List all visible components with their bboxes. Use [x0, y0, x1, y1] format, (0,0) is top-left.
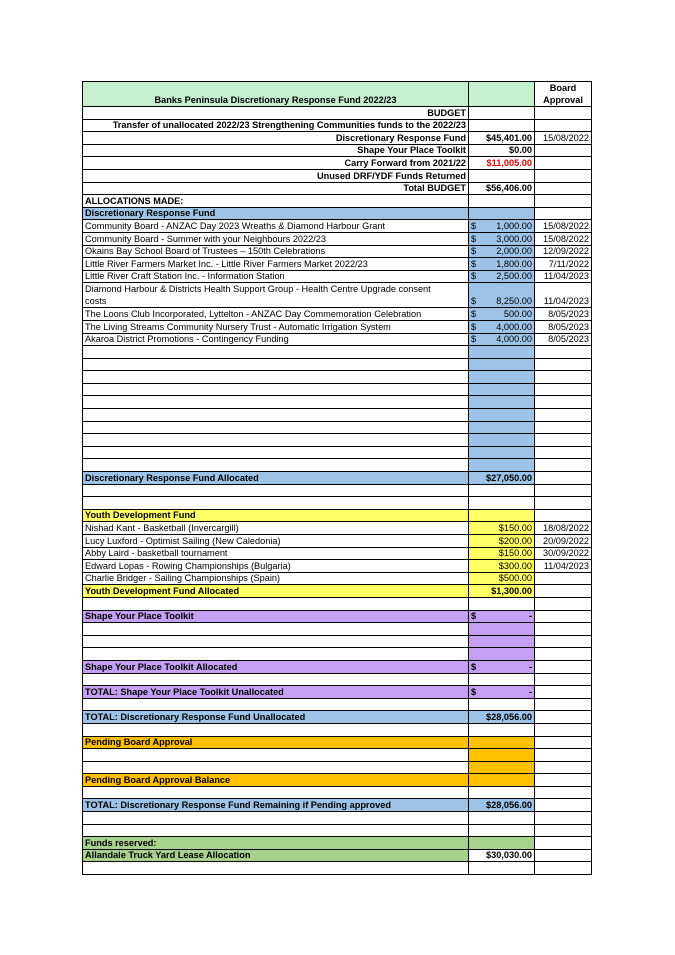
drf-item-amount: 4,000.00 — [496, 334, 532, 345]
allocations-label: ALLOCATIONS MADE: — [83, 195, 469, 208]
drf-blank-rows — [83, 346, 592, 472]
carry-forward-amount: $11,005.00 — [469, 157, 535, 170]
drf-item-date: 8/05/2023 — [535, 333, 592, 346]
allandale-amount: $30,030.00 — [469, 849, 535, 862]
syp-dollar-3: $ — [471, 686, 477, 697]
budget-row — [83, 107, 592, 120]
board-approval-header: Board Approval — [535, 82, 592, 107]
total-budget-label: Total BUDGET — [83, 182, 469, 195]
syp-header-row — [83, 610, 592, 623]
drf-blank-row — [83, 459, 592, 472]
transfer-row-2 — [83, 132, 592, 145]
transfer-label-line2: Discretionary Response Fund — [83, 132, 469, 145]
reserved-label: Funds reserved: — [83, 837, 469, 850]
drf-item-row — [83, 270, 592, 283]
drf-item-currency: $ — [471, 233, 477, 244]
syp-allocated-row — [83, 660, 592, 673]
drf-item-name: Little River Craft Station Inc. - Information Station — [83, 270, 469, 283]
drf-item-name: Okains Bay School Board of Trustees – 150th Celebrations — [83, 245, 469, 258]
drf-item-name: Diamond Harbour & Districts Health Support Group - Health Centre Upgrade consent costs — [83, 283, 469, 308]
unused-funds-label: Unused DRF/YDF Funds Returned — [83, 169, 469, 182]
ydf-item-name: Edward Lopas - Rowing Championships (Bulgaria) — [83, 560, 469, 573]
drf-item-row — [83, 308, 592, 321]
fund-spreadsheet — [82, 81, 592, 875]
pending-balance-label: Pending Board Approval Balance — [83, 774, 469, 787]
ydf-item-row — [83, 560, 592, 573]
ydf-item-amount: $150.00 — [469, 522, 535, 535]
transfer-date: 15/08/2022 — [535, 132, 592, 145]
drf-header-row — [83, 207, 592, 220]
drf-item-date: 12/09/2022 — [535, 245, 592, 258]
drf-item-name: Akaroa District Promotions - Contingency Funding — [83, 333, 469, 346]
ydf-item-name: Lucy Luxford - Optimist Sailing (New Caledonia) — [83, 535, 469, 548]
drf-allocated-amount: $27,050.00 — [469, 472, 535, 485]
drf-item-currency: $ — [471, 321, 477, 332]
syp-dash-2: - — [528, 661, 532, 672]
drf-item-row — [83, 245, 592, 258]
syp-allocated-label: Shape Your Place Toolkit Allocated — [83, 660, 469, 673]
syp-dash-3: - — [528, 686, 532, 697]
remaining-row — [83, 799, 592, 812]
ydf-item-name: Abby Laird - basketball tournament — [83, 547, 469, 560]
remaining-amount: $28,056.00 — [469, 799, 535, 812]
carry-forward-row — [83, 157, 592, 170]
ydf-header-row — [83, 509, 592, 522]
drf-item-currency: $ — [471, 308, 477, 319]
drf-item-name: Community Board - Summer with your Neighbours 2022/23 — [83, 232, 469, 245]
drf-item-row — [83, 258, 592, 271]
drf-item-date: 8/05/2023 — [535, 320, 592, 333]
ydf-item-amount: $500.00 — [469, 572, 535, 585]
ydf-item-date: 20/09/2022 — [535, 535, 592, 548]
drf-unallocated-label: TOTAL: Discretionary Response Fund Unallocated — [83, 711, 469, 724]
header-amount-cell — [469, 82, 535, 107]
syp-dollar-1: $ — [471, 611, 477, 622]
transfer-amount: $45,401.00 — [469, 132, 535, 145]
drf-item-name: The Loons Club Incorporated, Lyttelton - ANZAC Day Commemoration Celebration — [83, 308, 469, 321]
unused-funds-row — [83, 169, 592, 182]
drf-blank-row — [83, 446, 592, 459]
sheet-title: Banks Peninsula Discretionary Response Fund 2022/23 — [83, 82, 469, 107]
allandale-row — [83, 849, 592, 862]
drf-blank-row — [83, 396, 592, 409]
ydf-item-amount: $200.00 — [469, 535, 535, 548]
drf-blank-row — [83, 409, 592, 422]
pending-header-row — [83, 736, 592, 749]
drf-item-row — [83, 220, 592, 233]
pending-balance-row — [83, 774, 592, 787]
drf-item-name: Community Board - ANZAC Day 2023 Wreaths & Diamond Harbour Grant — [83, 220, 469, 233]
drf-item-amount: 500.00 — [503, 308, 532, 319]
carry-forward-label: Carry Forward from 2021/22 — [83, 157, 469, 170]
remaining-label: TOTAL: Discretionary Response Fund Remaining if Pending approved — [83, 799, 469, 812]
drf-item-date: 15/08/2022 — [535, 220, 592, 233]
drf-item-amount: 2,000.00 — [496, 246, 532, 257]
drf-item-currency: $ — [471, 258, 477, 269]
ydf-item-row — [83, 547, 592, 560]
total-budget-amount: $56,406.00 — [469, 182, 535, 195]
ydf-allocated-label: Youth Development Fund Allocated — [83, 585, 469, 598]
reserved-row — [83, 837, 592, 850]
drf-item-amount: 3,000.00 — [496, 233, 532, 244]
drf-item-row — [83, 320, 592, 333]
ydf-item-row — [83, 572, 592, 585]
ydf-item-amount: $150.00 — [469, 547, 535, 560]
ydf-item-date: 18/08/2022 — [535, 522, 592, 535]
drf-item-currency: $ — [471, 334, 477, 345]
drf-item-date: 7/11/2022 — [535, 258, 592, 271]
transfer-row-1 — [83, 119, 592, 132]
syp-dash-1: - — [528, 611, 532, 622]
ydf-item-row — [83, 522, 592, 535]
drf-blank-row — [83, 346, 592, 359]
drf-item-row — [83, 283, 592, 308]
pending-label: Pending Board Approval — [83, 736, 469, 749]
ydf-item-date: 11/04/2023 — [535, 560, 592, 573]
ydf-item-date — [535, 572, 592, 585]
drf-blank-row — [83, 421, 592, 434]
total-budget-row — [83, 182, 592, 195]
syp-budget-amount: $0.00 — [469, 144, 535, 157]
drf-blank-row — [83, 371, 592, 384]
drf-item-currency: $ — [471, 220, 477, 231]
drf-item-currency: $ — [471, 246, 477, 257]
drf-allocated-row — [83, 472, 592, 485]
drf-item-date: 11/04/2023 — [535, 270, 592, 283]
drf-label: Discretionary Response Fund — [83, 207, 469, 220]
drf-item-currency: $ — [471, 271, 477, 282]
syp-budget-row — [83, 144, 592, 157]
syp-label: Shape Your Place Toolkit — [83, 610, 469, 623]
syp-unallocated-label: TOTAL: Shape Your Place Toolkit Unallocated — [83, 686, 469, 699]
ydf-item-date: 30/09/2022 — [535, 547, 592, 560]
ydf-item-name: Charlie Bridger - Sailing Championships (Spain) — [83, 572, 469, 585]
drf-item-date: 11/04/2023 — [535, 283, 592, 308]
drf-item-name: The Living Streams Community Nursery Trust - Automatic Irrigation System — [83, 320, 469, 333]
drf-item-name: Little River Farmers Market Inc. - Little River Farmers Market 2022/23 — [83, 258, 469, 271]
drf-item-amount: 4,000.00 — [496, 321, 532, 332]
syp-unallocated-row — [83, 686, 592, 699]
ydf-items — [83, 522, 592, 585]
ydf-item-amount: $300.00 — [469, 560, 535, 573]
transfer-label-line1: Transfer of unallocated 2022/23 Strengthening Communities funds to the 2022/23 — [83, 119, 469, 132]
drf-allocated-label: Discretionary Response Fund Allocated — [83, 472, 469, 485]
drf-item-currency: $ — [471, 296, 477, 307]
drf-item-date: 15/08/2022 — [535, 232, 592, 245]
ydf-label: Youth Development Fund — [83, 509, 469, 522]
drf-item-row — [83, 232, 592, 245]
header-row — [83, 82, 592, 107]
ydf-allocated-amount: $1,300.00 — [469, 585, 535, 598]
budget-label: BUDGET — [83, 107, 469, 120]
ydf-item-row — [83, 535, 592, 548]
drf-blank-row — [83, 434, 592, 447]
drf-blank-row — [83, 358, 592, 371]
drf-items — [83, 220, 592, 346]
drf-unallocated-amount: $28,056.00 — [469, 711, 535, 724]
allandale-label: Allandale Truck Yard Lease Allocation — [83, 849, 469, 862]
syp-budget-label: Shape Your Place Toolkit — [83, 144, 469, 157]
drf-item-row — [83, 333, 592, 346]
allocations-row — [83, 195, 592, 208]
ydf-allocated-row — [83, 585, 592, 598]
drf-item-amount: 2,500.00 — [496, 271, 532, 282]
drf-item-date: 8/05/2023 — [535, 308, 592, 321]
ydf-item-name: Nishad Kant - Basketball (Invercargill) — [83, 522, 469, 535]
drf-blank-row — [83, 383, 592, 396]
drf-item-amount: 8,250.00 — [496, 296, 532, 307]
drf-unallocated-row — [83, 711, 592, 724]
syp-dollar-2: $ — [471, 661, 477, 672]
drf-item-amount: 1,800.00 — [496, 258, 532, 269]
drf-item-amount: 1,000.00 — [496, 220, 532, 231]
